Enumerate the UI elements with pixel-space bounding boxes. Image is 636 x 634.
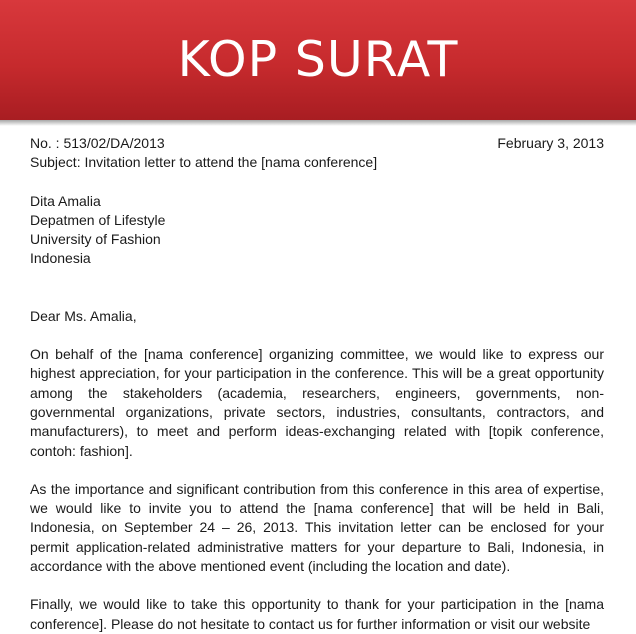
letter-meta-row bbox=[30, 134, 604, 153]
salutation: Dear Ms. Amalia, bbox=[30, 307, 137, 324]
paragraph-3: Finally, we would like to take this opportunity to thank for your participation in the [nama conference]. Please do not hesitate to contact us for further information or visit our website bbox=[30, 596, 604, 632]
recipient-name: Dita Amalia bbox=[30, 192, 101, 209]
recipient-department: Depatmen of Lifestyle bbox=[30, 211, 166, 228]
paragraph-2: As the importance and significant contribution from this conference in this area of expertise, we would like to invite you to attend the [nama conference] that will be held in Bali, Indonesia, on September 24 – 26, 2013. This invitation letter can be enclosed for your permit application-related administrative matters for your departure to Bali, Indonesia, in accordance with the above mentioned event (including the location and date). bbox=[30, 480, 604, 575]
letterhead-shadow bbox=[0, 120, 636, 126]
letter-subject: Subject: Invitation letter to attend the [nama conference] bbox=[30, 154, 378, 171]
letterhead-banner bbox=[0, 0, 636, 120]
letter-number: No. : 513/02/DA/2013 bbox=[30, 135, 165, 151]
letter-body bbox=[30, 134, 604, 634]
letterhead-title: KOP SURAT bbox=[177, 30, 459, 88]
paragraph-1: On behalf of the [nama conference] organizing committee, we would like to express our highest appreciation, for your participation in the conference. This will be a great opportunity among the stakeholders (academia, researchers, engineers, governments, non-governmental organizations, private sectors, industries, consultants, contractors, and manufacturers), to meet and perform ideas-exchanging related with [topik conference, contoh: fashion]. bbox=[30, 346, 604, 459]
letter-date: February 3, 2013 bbox=[497, 135, 604, 151]
recipient-block bbox=[30, 192, 604, 269]
recipient-university: University of Fashion bbox=[30, 231, 161, 248]
recipient-country: Indonesia bbox=[30, 250, 91, 267]
